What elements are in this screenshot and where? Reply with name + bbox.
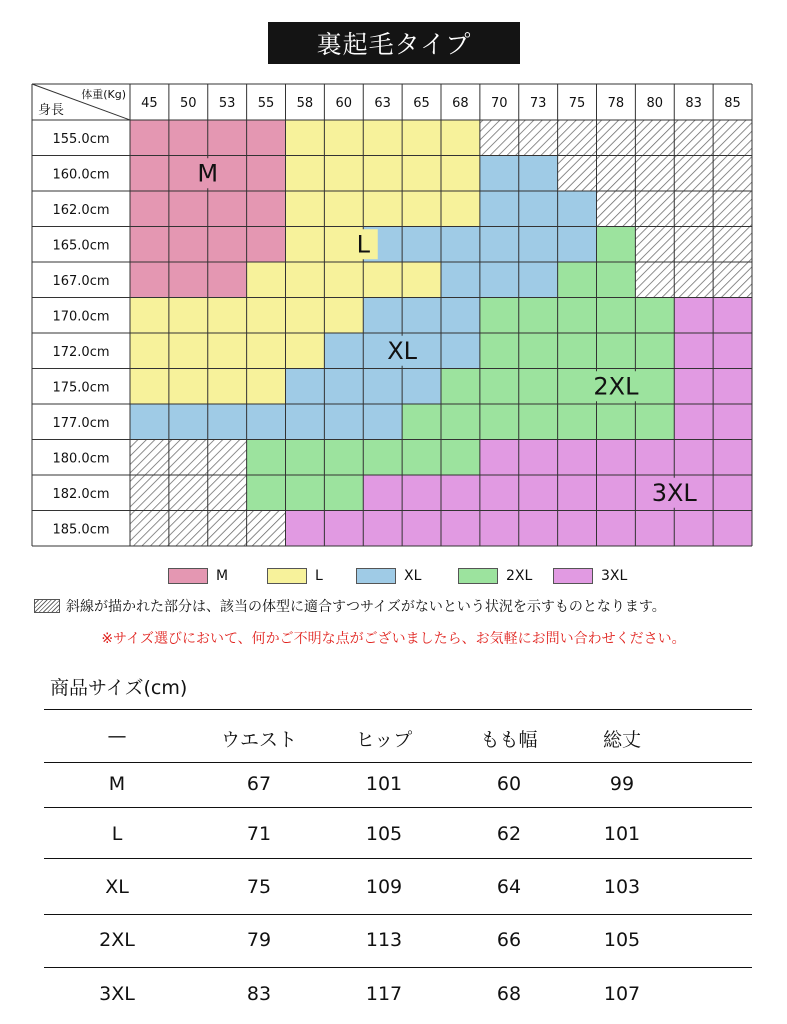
grid-cell-3xl <box>441 475 480 511</box>
grid-cell-none <box>208 511 247 547</box>
grid-cell-m <box>130 262 169 298</box>
table-header-cell: もも幅 <box>480 729 538 751</box>
weight-tick-label: 60 <box>335 96 353 111</box>
grid-cell-m <box>247 227 286 263</box>
legend-label: XL <box>404 568 422 584</box>
grid-cell-xl <box>208 404 247 440</box>
grid-cell-none <box>713 262 752 298</box>
grid-cell-l <box>286 156 325 192</box>
legend-swatch <box>356 568 396 584</box>
grid-cell-3xl <box>519 475 558 511</box>
grid-cell-l <box>286 333 325 369</box>
table-header-cell: 総丈 <box>602 729 642 751</box>
table-cell: 101 <box>603 823 641 845</box>
height-tick-label: 167.0cm <box>52 273 110 289</box>
grid-cell-xl <box>441 262 480 298</box>
grid-cell-3xl <box>519 440 558 476</box>
grid-cell-2xl <box>247 475 286 511</box>
grid-cell-l <box>363 191 402 227</box>
grid-cell-m <box>130 120 169 156</box>
grid-cell-l <box>130 333 169 369</box>
legend-item-xl <box>356 566 421 586</box>
grid-cell-m <box>208 227 247 263</box>
table-divider <box>44 967 752 968</box>
grid-cell-3xl <box>558 511 597 547</box>
grid-cell-2xl <box>480 404 519 440</box>
table-cell: 60 <box>496 773 522 795</box>
table-header-cell: — <box>107 725 127 747</box>
grid-cell-3xl <box>674 369 713 405</box>
weight-tick-label: 50 <box>180 96 197 111</box>
grid-cell-l <box>441 191 480 227</box>
grid-cell-3xl <box>674 440 713 476</box>
grid-cell-none <box>130 475 169 511</box>
grid-cell-2xl <box>597 333 636 369</box>
grid-cell-xl <box>363 298 402 334</box>
grid-cell-3xl <box>674 333 713 369</box>
size-region-label: M <box>197 159 219 188</box>
grid-cell-m <box>247 120 286 156</box>
grid-cell-xl <box>324 369 363 405</box>
grid-cell-3xl <box>402 475 441 511</box>
table-header-cell: ヒップ <box>355 729 413 751</box>
grid-cell-3xl <box>519 511 558 547</box>
grid-cell-2xl <box>597 262 636 298</box>
height-tick-label: 165.0cm <box>52 238 110 254</box>
grid-cell-3xl <box>558 440 597 476</box>
grid-cell-l <box>441 120 480 156</box>
grid-cell-xl <box>480 191 519 227</box>
grid-cell-none <box>208 475 247 511</box>
height-tick-label: 162.0cm <box>52 202 110 218</box>
grid-cell-none <box>247 511 286 547</box>
grid-cell-none <box>713 227 752 263</box>
grid-cell-xl <box>363 369 402 405</box>
grid-cell-l <box>169 298 208 334</box>
grid-cell-m <box>208 262 247 298</box>
grid-cell-l <box>247 333 286 369</box>
grid-cell-none <box>635 262 674 298</box>
weight-axis-label: 体重(Kg) <box>81 88 126 101</box>
grid-cell-none <box>597 156 636 192</box>
grid-cell-3xl <box>713 333 752 369</box>
table-cell: 113 <box>365 929 403 951</box>
grid-cell-none <box>130 440 169 476</box>
weight-tick-label: 65 <box>413 96 430 111</box>
table-cell: 105 <box>603 929 641 951</box>
weight-tick-label: 45 <box>141 96 158 111</box>
table-cell: 103 <box>603 876 641 898</box>
grid-cell-2xl <box>597 404 636 440</box>
legend-item-3xl <box>553 566 627 586</box>
grid-cell-3xl <box>713 475 752 511</box>
grid-cell-l <box>324 120 363 156</box>
table-divider <box>44 807 752 808</box>
grid-cell-2xl <box>324 440 363 476</box>
grid-cell-xl <box>324 404 363 440</box>
grid-cell-3xl <box>635 511 674 547</box>
grid-cell-l <box>324 298 363 334</box>
grid-cell-l <box>402 191 441 227</box>
grid-cell-2xl <box>519 333 558 369</box>
grid-cell-3xl <box>480 475 519 511</box>
table-header-cell: ウエスト <box>220 729 298 751</box>
grid-cell-xl <box>402 227 441 263</box>
grid-cell-2xl <box>635 404 674 440</box>
table-cell: 105 <box>365 823 403 845</box>
table-cell: 99 <box>609 773 635 795</box>
grid-cell-2xl <box>402 440 441 476</box>
grid-cell-none <box>558 156 597 192</box>
table-cell: XL <box>105 876 129 898</box>
grid-cell-3xl <box>597 511 636 547</box>
grid-cell-l <box>247 298 286 334</box>
grid-cell-l <box>130 369 169 405</box>
grid-cell-xl <box>169 404 208 440</box>
grid-cell-l <box>324 156 363 192</box>
grid-cell-l <box>208 333 247 369</box>
grid-cell-2xl <box>286 440 325 476</box>
grid-cell-2xl <box>441 404 480 440</box>
table-divider <box>44 709 752 710</box>
grid-cell-none <box>674 262 713 298</box>
weight-tick-label: 63 <box>374 96 391 111</box>
legend-swatch <box>168 568 208 584</box>
grid-cell-2xl <box>480 333 519 369</box>
weight-tick-label: 78 <box>607 96 625 111</box>
grid-cell-none <box>674 191 713 227</box>
grid-cell-l <box>441 156 480 192</box>
grid-cell-2xl <box>441 369 480 405</box>
legend-swatch <box>553 568 593 584</box>
grid-cell-3xl <box>713 511 752 547</box>
grid-cell-m <box>169 262 208 298</box>
grid-cell-xl <box>441 227 480 263</box>
grid-cell-l <box>286 227 325 263</box>
hatch-swatch <box>34 599 60 613</box>
grid-cell-l <box>247 369 286 405</box>
height-tick-label: 155.0cm <box>52 131 110 147</box>
table-divider <box>44 762 752 763</box>
grid-cell-2xl <box>441 440 480 476</box>
grid-cell-3xl <box>713 369 752 405</box>
legend-swatch <box>458 568 498 584</box>
grid-cell-none <box>674 227 713 263</box>
grid-cell-none <box>169 440 208 476</box>
height-tick-label: 180.0cm <box>52 451 110 467</box>
weight-tick-label: 55 <box>257 96 275 111</box>
grid-cell-none <box>169 475 208 511</box>
grid-cell-xl <box>402 369 441 405</box>
grid-cell-2xl <box>286 475 325 511</box>
table-cell: 3XL <box>99 983 135 1005</box>
grid-cell-l <box>286 191 325 227</box>
grid-cell-3xl <box>324 511 363 547</box>
grid-cell-none <box>519 120 558 156</box>
size-region-label: 2XL <box>593 372 639 401</box>
grid-cell-l <box>324 262 363 298</box>
grid-cell-xl <box>441 333 480 369</box>
grid-cell-2xl <box>558 404 597 440</box>
table-cell: 117 <box>365 983 403 1005</box>
grid-cell-3xl <box>674 511 713 547</box>
grid-cell-3xl <box>480 440 519 476</box>
height-tick-label: 177.0cm <box>52 415 110 431</box>
table-divider <box>44 858 752 859</box>
grid-cell-m <box>247 156 286 192</box>
grid-cell-l <box>363 156 402 192</box>
grid-cell-3xl <box>363 511 402 547</box>
grid-cell-3xl <box>480 511 519 547</box>
grid-cell-xl <box>480 156 519 192</box>
contact-note: ※サイズ選びにおいて、何かご不明な点がございましたら、お気軽にお問い合わせください。 <box>101 631 686 647</box>
grid-cell-m <box>130 156 169 192</box>
grid-cell-2xl <box>519 369 558 405</box>
grid-cell-m <box>247 191 286 227</box>
grid-cell-none <box>635 227 674 263</box>
legend-item-m <box>168 566 228 586</box>
grid-cell-l <box>247 262 286 298</box>
grid-cell-2xl <box>635 298 674 334</box>
grid-cell-xl <box>247 404 286 440</box>
grid-cell-xl <box>519 262 558 298</box>
grid-cell-3xl <box>363 475 402 511</box>
table-cell: 75 <box>246 876 272 898</box>
grid-cell-l <box>363 262 402 298</box>
grid-cell-l <box>169 333 208 369</box>
grid-cell-xl <box>558 191 597 227</box>
grid-cell-l <box>402 120 441 156</box>
weight-tick-label: 68 <box>452 96 469 111</box>
grid-cell-l <box>169 369 208 405</box>
grid-cell-none <box>713 120 752 156</box>
hatch-note-text: 斜線が描かれた部分は、該当の体型に適合すつサイズがないという状況を示すものとなります。 <box>66 599 666 615</box>
height-tick-label: 185.0cm <box>52 522 110 538</box>
grid-cell-3xl <box>674 404 713 440</box>
weight-tick-label: 73 <box>529 96 547 111</box>
grid-cell-xl <box>286 404 325 440</box>
size-region-label: 3XL <box>651 478 697 507</box>
height-tick-label: 160.0cm <box>52 167 110 183</box>
grid-cell-none <box>130 511 169 547</box>
grid-cell-3xl <box>558 475 597 511</box>
height-tick-label: 172.0cm <box>52 344 110 360</box>
legend-label: 3XL <box>601 568 628 584</box>
grid-cell-l <box>286 262 325 298</box>
grid-cell-m <box>130 191 169 227</box>
grid-cell-xl <box>130 404 169 440</box>
height-tick-label: 170.0cm <box>52 309 110 325</box>
grid-cell-3xl <box>286 511 325 547</box>
weight-tick-label: 58 <box>296 96 314 111</box>
grid-cell-m <box>208 191 247 227</box>
grid-cell-3xl <box>713 404 752 440</box>
weight-tick-label: 80 <box>646 96 664 111</box>
table-cell: 66 <box>496 929 522 951</box>
legend-item-2xl <box>458 566 532 586</box>
grid-cell-m <box>208 120 247 156</box>
grid-cell-none <box>558 120 597 156</box>
grid-cell-none <box>713 156 752 192</box>
grid-cell-m <box>169 227 208 263</box>
grid-cell-l <box>208 369 247 405</box>
height-tick-label: 182.0cm <box>52 486 110 502</box>
grid-cell-3xl <box>713 298 752 334</box>
grid-cell-xl <box>441 298 480 334</box>
grid-cell-2xl <box>363 440 402 476</box>
grid-cell-m <box>169 120 208 156</box>
grid-cell-xl <box>480 227 519 263</box>
grid-cell-l <box>208 298 247 334</box>
grid-cell-xl <box>519 191 558 227</box>
grid-cell-3xl <box>597 440 636 476</box>
grid-cell-2xl <box>480 369 519 405</box>
weight-tick-label: 85 <box>724 96 741 111</box>
grid-cell-3xl <box>441 511 480 547</box>
grid-cell-2xl <box>247 440 286 476</box>
grid-cell-l <box>324 191 363 227</box>
grid-cell-l <box>286 120 325 156</box>
grid-cell-3xl <box>674 298 713 334</box>
grid-cell-2xl <box>402 404 441 440</box>
grid-cell-m <box>169 191 208 227</box>
size-region-label: XL <box>387 336 418 365</box>
table-cell: 83 <box>246 983 272 1005</box>
grid-cell-xl <box>286 369 325 405</box>
grid-cell-l <box>130 298 169 334</box>
grid-cell-2xl <box>480 298 519 334</box>
grid-cell-xl <box>324 333 363 369</box>
grid-cell-l <box>363 120 402 156</box>
grid-cell-3xl <box>597 475 636 511</box>
grid-cell-none <box>169 511 208 547</box>
table-cell: 107 <box>603 983 641 1005</box>
grid-cell-2xl <box>558 298 597 334</box>
grid-cell-xl <box>363 404 402 440</box>
table-cell: 64 <box>496 876 522 898</box>
table-cell: 68 <box>496 983 522 1005</box>
weight-tick-label: 75 <box>568 96 586 111</box>
grid-cell-2xl <box>597 298 636 334</box>
grid-cell-2xl <box>558 262 597 298</box>
table-cell: L <box>111 823 123 845</box>
grid-cell-xl <box>402 298 441 334</box>
table-cell: M <box>108 773 126 795</box>
table-cell: 109 <box>365 876 403 898</box>
grid-cell-xl <box>558 227 597 263</box>
grid-cell-none <box>674 120 713 156</box>
grid-cell-3xl <box>635 440 674 476</box>
grid-cell-3xl <box>402 511 441 547</box>
grid-cell-none <box>713 191 752 227</box>
height-tick-label: 175.0cm <box>52 380 110 396</box>
grid-cell-2xl <box>519 298 558 334</box>
grid-cell-l <box>402 262 441 298</box>
legend-label: L <box>315 568 323 584</box>
height-axis-label: 身長 <box>38 103 65 118</box>
grid-cell-2xl <box>597 227 636 263</box>
grid-cell-none <box>208 440 247 476</box>
weight-tick-label: 70 <box>491 96 508 111</box>
size-region-label: L <box>356 230 370 259</box>
grid-cell-2xl <box>324 475 363 511</box>
legend-label: 2XL <box>506 568 533 584</box>
grid-cell-none <box>597 191 636 227</box>
grid-cell-l <box>402 156 441 192</box>
grid-cell-xl <box>480 262 519 298</box>
grid-cell-none <box>635 156 674 192</box>
grid-cell-2xl <box>558 333 597 369</box>
table-cell: 79 <box>246 929 272 951</box>
grid-cell-xl <box>519 227 558 263</box>
weight-tick-label: 53 <box>218 96 236 111</box>
grid-cell-xl <box>519 156 558 192</box>
grid-cell-2xl <box>519 404 558 440</box>
table-divider <box>44 914 752 915</box>
grid-cell-2xl <box>635 333 674 369</box>
grid-cell-none <box>597 120 636 156</box>
grid-cell-m <box>130 227 169 263</box>
hatch-note <box>34 596 666 616</box>
table-cell: 101 <box>365 773 403 795</box>
grid-cell-none <box>635 120 674 156</box>
banner-title: 裏起毛タイプ <box>268 22 520 64</box>
table-cell: 71 <box>246 823 272 845</box>
grid-cell-none <box>480 120 519 156</box>
grid-cell-l <box>286 298 325 334</box>
weight-tick-label: 83 <box>685 96 702 111</box>
grid-cell-3xl <box>713 440 752 476</box>
grid-cell-none <box>674 156 713 192</box>
table-cell: 67 <box>246 773 272 795</box>
table-cell: 2XL <box>99 929 135 951</box>
chart-header-row <box>32 84 752 120</box>
legend-label: M <box>216 568 229 584</box>
table-cell: 62 <box>496 823 522 845</box>
legend-item-l <box>267 566 323 586</box>
product-size-title: 商品サイズ(cm) <box>50 677 188 699</box>
grid-cell-none <box>635 191 674 227</box>
legend-swatch <box>267 568 307 584</box>
